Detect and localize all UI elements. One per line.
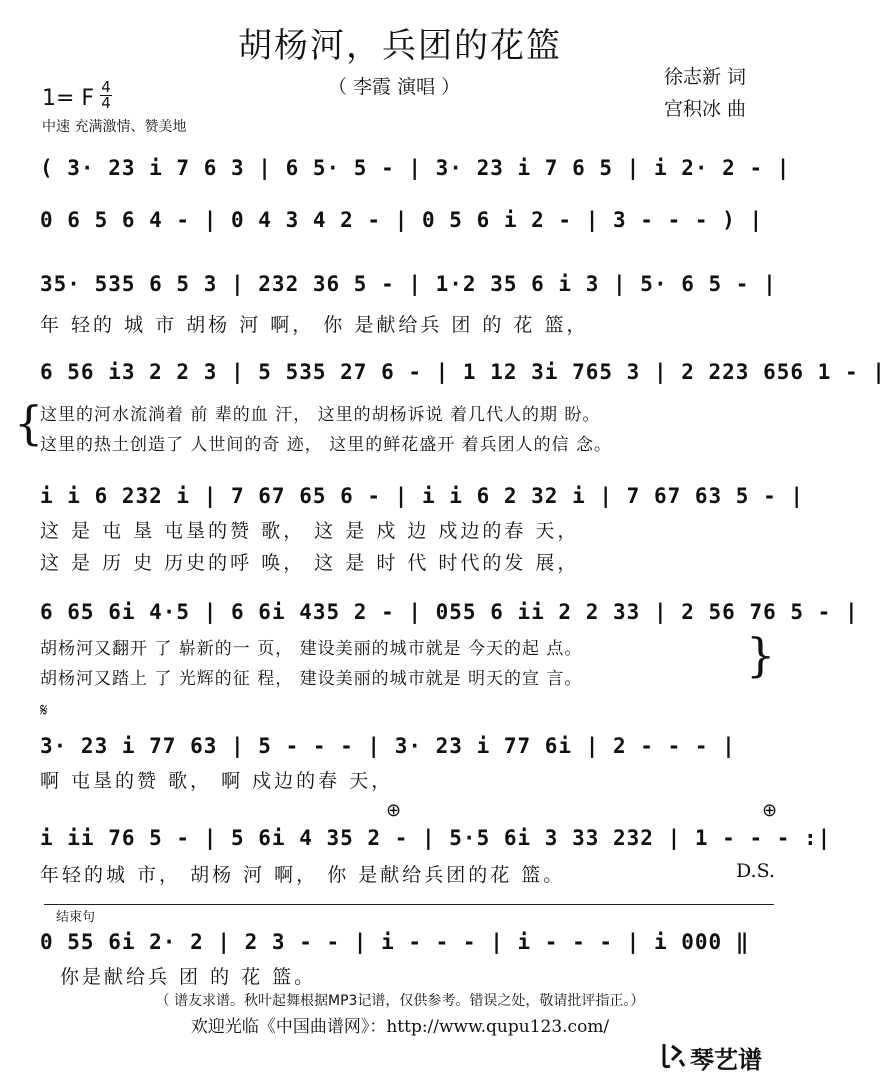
- lyric-row-4-verse-2: 这里的热土创造了 人世间的奇 迹， 这里的鲜花盛开 着兵团人的信 念。: [40, 435, 613, 455]
- coda-sign-1: ⊕: [386, 800, 402, 821]
- notation-row-3: 35· 535 6 5 3 | 232 36 5 - | 1·2 35 6 i 3 | 5· 6 5 - |: [40, 272, 777, 296]
- lyric-row-6-verse-1: 胡杨河又翻开 了 崭新的一 页， 建设美丽的城市就是 今天的起 点。: [40, 639, 583, 659]
- key-label: 1= F: [42, 86, 95, 111]
- transcriber-note: （ 谱友求谱。秋叶起舞根据MP3记谱，仅供参考。错误之处，敬请批评指正。）: [155, 993, 645, 1009]
- song-title: 胡杨河，兵团的花篮: [238, 26, 562, 66]
- lyric-row-8: 年轻的城 市， 胡杨 河 啊， 你 是献给兵团的花 篮。: [40, 864, 566, 886]
- lyric-row-5-verse-1: 这 是 屯 垦 屯垦的赞 歌， 这 是 戍 边 戍边的春 天，: [40, 520, 580, 542]
- website-banner: 欢迎光临《中国曲谱网》：http://www.qupu123.com/: [190, 1017, 610, 1037]
- lyric-row-9: 你是献给兵 团 的 花 篮。: [60, 966, 317, 988]
- segno-sign: 𝄋: [40, 700, 48, 721]
- lyric-row-3: 年 轻的 城 市 胡杨 河 啊， 你 是献给兵 团 的 花 篮，: [40, 314, 589, 336]
- lyric-row-7: 啊 屯垦的赞 歌， 啊 戍边的春 天，: [40, 770, 394, 792]
- ending-label: 结束句: [56, 910, 96, 925]
- logo-icon: [660, 1040, 686, 1070]
- ending-bracket-line: [44, 904, 774, 905]
- notation-row-7: 3· 23 i 77 63 | 5 - - - | 3· 23 i 77 6i | 2 - - - |: [40, 734, 736, 758]
- lyric-row-5-verse-2: 这 是 历 史 历史的呼 唤， 这 是 时 代 时代的发 展，: [40, 552, 580, 574]
- tempo-marking: 中速 充满激情、赞美地: [42, 119, 187, 135]
- notation-row-2: 0 6 5 6 4 - | 0 4 3 4 2 - | 0 5 6 i 2 - | 3 - - - ) |: [40, 208, 764, 232]
- notation-row-4: 6 56 i3 2 2 3 | 5 535 27 6 - | 1 12 3i 765 3 | 2 223 656 1 - |: [40, 360, 886, 384]
- notation-row-1: ( 3· 23 i 7 6 3 | 6 5· 5 - | 3· 23 i 7 6 5 | i 2· 2 - |: [40, 156, 791, 180]
- verse-brace-left: {: [14, 396, 44, 450]
- meter-bottom: 4: [101, 94, 111, 112]
- key-signature: [42, 86, 94, 111]
- ds-marking: D.S.: [736, 860, 775, 882]
- composer-credit: 宫积冰 曲: [664, 98, 747, 120]
- time-signature: [100, 80, 112, 111]
- notation-row-5: i i 6 232 i | 7 67 65 6 - | i i 6 2 32 i | 7 67 63 5 - |: [40, 484, 805, 508]
- lyric-row-6-verse-2: 胡杨河又踏上 了 光辉的征 程， 建设美丽的城市就是 明天的宣 言。: [40, 669, 583, 689]
- singer-credit: （ 李霞 演唱 ）: [328, 76, 461, 98]
- notation-row-9: 0 55 6i 2· 2 | 2 3 - - | i - - - | i - - - | i 000 ‖: [40, 930, 750, 954]
- coda-sign-2: ⊕: [762, 800, 778, 821]
- notation-row-8: i ii 76 5 - | 5 6i 4 35 2 - | 5·5 6i 3 33 232 | 1 - - - :|: [40, 826, 832, 850]
- meter-top: 4: [101, 78, 111, 96]
- lyric-row-4-verse-1: 这里的河水流淌着 前 辈的血 汗， 这里的胡杨诉说 着几代人的期 盼。: [40, 405, 601, 425]
- verse-brace-right: }: [746, 628, 776, 682]
- notation-row-6: 6 65 6i 4·5 | 6 6i 435 2 - | 055 6 ii 2 2 33 | 2 56 76 5 - |: [40, 600, 859, 624]
- lyricist-credit: 徐志新 词: [664, 66, 747, 88]
- site-logo-text: 琴艺谱: [690, 1046, 762, 1074]
